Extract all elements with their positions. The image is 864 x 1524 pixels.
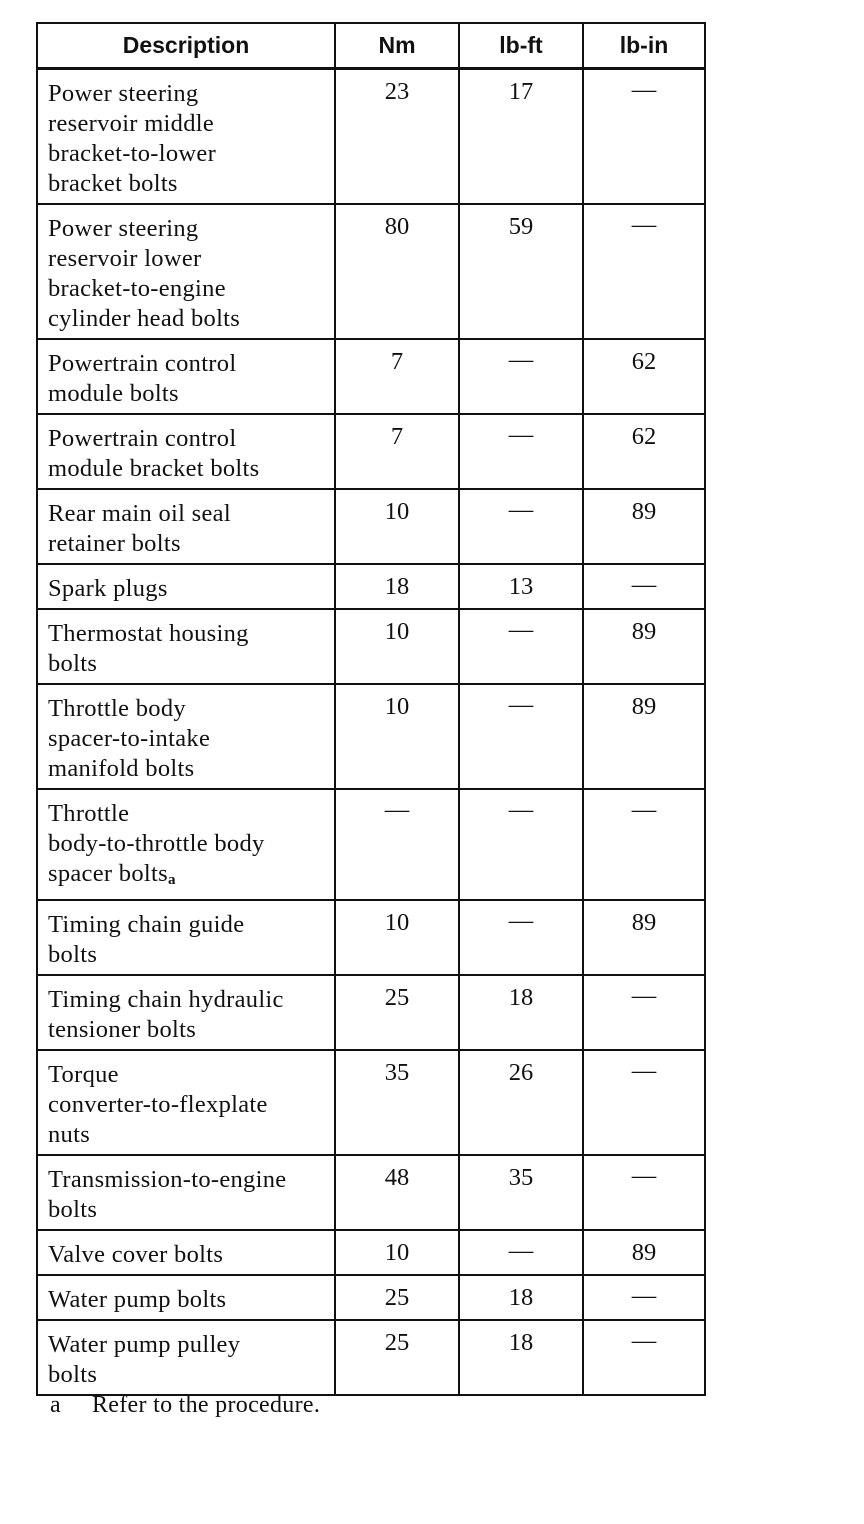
row-description <box>37 975 335 1050</box>
description-line: nuts <box>48 1121 91 1148</box>
column-header-nm: Nm <box>335 23 459 69</box>
lb-in-value: — <box>583 789 705 900</box>
lb-in-value: — <box>583 1050 705 1155</box>
lb-in-value: 62 <box>583 339 705 414</box>
row-description <box>37 684 335 789</box>
description-line: retainer bolts <box>48 530 181 557</box>
description-line: spacer-to-intake <box>48 725 211 752</box>
table-row <box>37 489 705 564</box>
lb-ft-value: 59 <box>459 204 583 339</box>
row-description <box>37 204 335 339</box>
table-row <box>37 1275 705 1320</box>
nm-value: 35 <box>335 1050 459 1155</box>
row-description <box>37 609 335 684</box>
lb-in-value: — <box>583 1275 705 1320</box>
description-line: tensioner bolts <box>48 1016 197 1043</box>
description-line: Powertrain control <box>48 350 237 377</box>
description-line: Valve cover bolts <box>48 1241 224 1268</box>
description-line: Throttle body <box>48 695 186 722</box>
description-line: bolts <box>48 1361 98 1388</box>
row-description <box>37 1275 335 1320</box>
nm-value: 25 <box>335 1275 459 1320</box>
description-line: body-to-throttle body <box>48 830 265 857</box>
description-line: Powertrain control <box>48 425 237 452</box>
lb-in-value: — <box>583 69 705 205</box>
row-description <box>37 900 335 975</box>
column-header-description: Description <box>37 23 335 69</box>
lb-ft-value: — <box>459 339 583 414</box>
description-line: Timing chain hydraulic <box>48 986 284 1013</box>
lb-ft-value: 18 <box>459 1320 583 1395</box>
lb-in-value: 89 <box>583 609 705 684</box>
description-line: manifold bolts <box>48 755 195 782</box>
column-header-lb-in: lb-in <box>583 23 705 69</box>
table-row <box>37 609 705 684</box>
lb-ft-value: 26 <box>459 1050 583 1155</box>
description-line: Water pump pulley <box>48 1331 241 1358</box>
description-line: reservoir middle <box>48 110 215 137</box>
table-row <box>37 1050 705 1155</box>
torque-spec-table <box>36 22 706 1396</box>
description-line: Rear main oil seal <box>48 500 231 527</box>
lb-in-value: 89 <box>583 684 705 789</box>
table-row <box>37 900 705 975</box>
table-row <box>37 1320 705 1395</box>
table-row <box>37 1155 705 1230</box>
description-line: Throttle <box>48 800 130 827</box>
description-line: reservoir lower <box>48 245 202 272</box>
row-description <box>37 1050 335 1155</box>
lb-in-value: 62 <box>583 414 705 489</box>
description-line: Spark plugs <box>48 575 168 602</box>
lb-ft-value: — <box>459 684 583 789</box>
nm-value: 18 <box>335 564 459 609</box>
table-row <box>37 564 705 609</box>
table-row <box>37 414 705 489</box>
footnote-mark: a <box>50 1392 61 1418</box>
footnote <box>50 1392 320 1419</box>
lb-in-value: — <box>583 1320 705 1395</box>
row-description <box>37 789 335 900</box>
lb-ft-value: — <box>459 1230 583 1275</box>
row-description <box>37 489 335 564</box>
footnote-text: Refer to the procedure. <box>92 1392 321 1418</box>
lb-in-value: 89 <box>583 900 705 975</box>
footnote-marker: a <box>167 872 176 888</box>
description-line: module bracket bolts <box>48 455 260 482</box>
nm-value: 25 <box>335 1320 459 1395</box>
description-line: spacer bolts <box>48 860 168 887</box>
lb-in-value: — <box>583 975 705 1050</box>
nm-value: 10 <box>335 489 459 564</box>
table-row <box>37 975 705 1050</box>
lb-ft-value: — <box>459 489 583 564</box>
row-description <box>37 1230 335 1275</box>
nm-value: 25 <box>335 975 459 1050</box>
description-line: bolts <box>48 650 98 677</box>
description-line: Thermostat housing <box>48 620 249 647</box>
nm-value: 23 <box>335 69 459 205</box>
description-line: bracket-to-lower <box>48 140 217 167</box>
table-row <box>37 684 705 789</box>
nm-value: 10 <box>335 1230 459 1275</box>
lb-ft-value: 13 <box>459 564 583 609</box>
description-line: Water pump bolts <box>48 1286 227 1313</box>
description-line: bracket-to-engine <box>48 275 226 302</box>
description-line: module bolts <box>48 380 179 407</box>
nm-value: 10 <box>335 609 459 684</box>
row-description <box>37 1320 335 1395</box>
description-line: Timing chain guide <box>48 911 245 938</box>
lb-in-value: — <box>583 1155 705 1230</box>
lb-in-value: 89 <box>583 1230 705 1275</box>
lb-ft-value: 18 <box>459 1275 583 1320</box>
row-description <box>37 1155 335 1230</box>
table-row <box>37 204 705 339</box>
nm-value: 7 <box>335 339 459 414</box>
lb-in-value: — <box>583 564 705 609</box>
nm-value: 48 <box>335 1155 459 1230</box>
column-header-lb-ft: lb-ft <box>459 23 583 69</box>
description-line: Power steering <box>48 215 199 242</box>
lb-ft-value: — <box>459 789 583 900</box>
table-header-row <box>37 23 705 69</box>
description-line: Power steering <box>48 80 199 107</box>
nm-value: 10 <box>335 900 459 975</box>
table-row <box>37 789 705 900</box>
row-description <box>37 69 335 205</box>
nm-value: — <box>335 789 459 900</box>
row-description <box>37 564 335 609</box>
lb-ft-value: 17 <box>459 69 583 205</box>
lb-ft-value: 35 <box>459 1155 583 1230</box>
nm-value: 10 <box>335 684 459 789</box>
row-description <box>37 414 335 489</box>
nm-value: 80 <box>335 204 459 339</box>
lb-in-value: — <box>583 204 705 339</box>
row-description <box>37 339 335 414</box>
description-line: converter-to-flexplate <box>48 1091 268 1118</box>
lb-ft-value: 18 <box>459 975 583 1050</box>
table-body <box>37 69 705 1396</box>
table-row <box>37 69 705 205</box>
description-line: Transmission-to-engine <box>48 1166 287 1193</box>
table-row <box>37 1230 705 1275</box>
description-line: bolts <box>48 941 98 968</box>
lb-in-value: 89 <box>583 489 705 564</box>
description-line: bracket bolts <box>48 170 178 197</box>
description-line: cylinder head bolts <box>48 305 241 332</box>
nm-value: 7 <box>335 414 459 489</box>
lb-ft-value: — <box>459 900 583 975</box>
description-line: Torque <box>48 1061 119 1088</box>
description-line: bolts <box>48 1196 98 1223</box>
lb-ft-value: — <box>459 414 583 489</box>
lb-ft-value: — <box>459 609 583 684</box>
table-row <box>37 339 705 414</box>
